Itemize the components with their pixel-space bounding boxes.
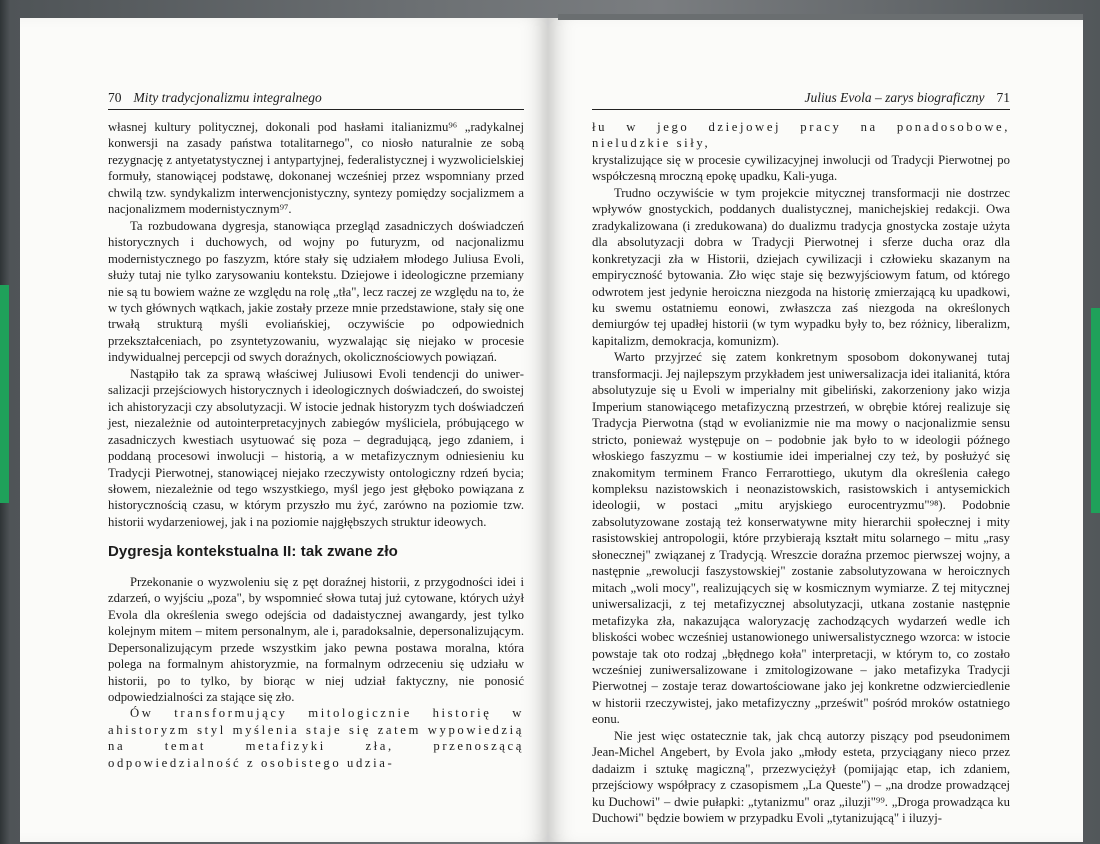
left-running-head xyxy=(108,86,524,110)
left-bookmark-strip xyxy=(0,285,9,503)
left-page xyxy=(20,18,548,842)
right-paragraph-3: Warto przyjrzeć się zatem konkretnym sposobom dokonywanej tutaj transformacji. Jej najlepszym przykładem jest uniwersalizacja idei italianitá, która absolutyzuje się u Evoli w imperialny mit gibeliński, zakorzeniony jako wizja Imperium stanowiącego metafizyczną przestrzeń, w obrębie której realizuje się Tradycja Pierwotna (stąd w evolianizmie nie ma mowy o nacjonalizmie sensu stricto, ponieważ występuje on – podobnie jak było to w ideologii późnego włoskiego faszyzmu – w kostiumie idei imperialnej czy też, by posłużyć się znakomitym terminem Franco Ferrarottiego, ukutym dla określenia całego kompleksu nazistowskich i neonazistowskich, rasistowskich i antysemickich ideologii, w postaci „mitu aryjskiego eurocentryzmu"⁹⁸). Podobnie zabsolutyzowane zostają też konserwatywne mity hierarchii społecznej i mity rasistowskiej antropologii, które przybierają kształt mitu solarnego – mitu „rasy słonecznej" związanej z Tradycją. Wreszcie doraźna przemoc pierwszej wojny, a następnie „rewolucji faszystowskiej" zostanie zabsolutyzowana w heroicznych mitach „woli mocy", realizujących się w kosmicznym wymiarze. Z tej mitycznej uniwersalizacji, z tej metafizycznej absolutyzacji, utkana zostanie następnie metafizyka zła, nakazująca waloryzację zachodzących wydarzeń wedle ich bliskości wobec wcześniej ustanowionego uniwersalistycznego wzorca: w istocie powstaje tak oto rodzaj „błędnego koła" interpretacji, w którym to, co zostało wcześniej zuniwersalizowane i zmitologizowane – jako metafizyka Tradycji Pierwotnej – zostaje teraz dowartościowane jako jej konkretne odzwierciedlenie w historii rzeczywistej, jako metafizyczny „prześwit" pośród mroków ostatniego eonu. xyxy=(592,350,1010,727)
right-paragraph-1: krystalizujące się w procesie cywilizacyjnej inwolucji od Tradycji Pierwotnej po współczesną mroczną epokę upadku, Kali-yuga. xyxy=(592,152,1010,184)
left-body-text xyxy=(108,119,524,771)
right-body-text xyxy=(592,119,1010,826)
right-paragraph-2: Trudno oczywiście w tym projekcie mitycznej transformacji nie dostrzec wpływów gnostyckich, poddanych dualistycznej, manichejskiej redakcji. Owa zradykalizowana (i zredukowana) do dualizmu tradycja gnostycka zostaje użyta dla absolutyzacji dobra w Tradycji Pierwotnej i sferze ducha oraz dla konkretyzacji zła w Historii, dziejach cywilizacji i człowieku skazanym na empiryczność bytowania. Zło więc staje się bezwyjściowym fatum, od którego odwrotem jest jedynie heroiczna niezgoda na historię zmierzającą ku upadkowi, ku swemu ostatniemu eonowi, zwłaszcza zaś niezgoda na określonych demiurgów tej upadłej historii (w tym wypadku były to, bez różnicy, liberalizm, kapitalizm, demokracja, komunizm). xyxy=(592,185,1010,348)
left-page-number: 70 xyxy=(108,90,122,105)
left-running-title: Mity tradycjonalizmu integralnego xyxy=(133,90,322,105)
right-running-head xyxy=(592,86,1010,110)
left-paragraph-1: własnej kultury politycznej, dokonali pod hasłami italianizmu⁹⁶ „radykalnej konwersji na zasady państwa totalitarnego", co niosło naturalnie ze sobą rezygnację z antyetatystycznej i antypartyjnej, federalistycznej i wyzwolicielskiej formuły, stanowiącej podstawę, dokonanej wcześniej przez wspomniany przed chwilą tzw. syndykalizm interwencjonistyczny, syntezy pomiędzy socjalizmem a nacjonalizmem modernistycznym⁹⁷. xyxy=(108,120,524,217)
left-paragraph-4: Przekonanie o wyzwoleniu się z pęt doraźnej historii, z przygodności idei i zdarzeń, o wyjściu „poza", by wspomnieć słowa tutaj już cytowane, których użył Evola dla określenia swego odejścia od dadaistycznej awangardy, jest tylko kolejnym mitem – mitem personalnym, ale i, paradoksalnie, depersonalizującym. Depersonalizującym przede wszystkim jako pewna postawa moralna, która polega na formalnym ahistoryzmie, na formalnym odrzeceniu się udziału w historii, po to tylko, by biorąc w niej udział faktyczny, nie ponosić odpowiedzialności za stające się zło. xyxy=(108,574,524,704)
left-paragraph-5-spaced: Ów transformujący mitologicznie historię w ahistoryzm styl myślenia staje się zatem wypowiedzią na temat metafizyki zła, przenoszącą odpowiedzialność z osobistego udzia- xyxy=(108,706,524,770)
right-bookmark-strip xyxy=(1091,308,1100,513)
left-paragraph-3: Nastąpiło tak za sprawą właściwej Juliusowi Evoli tendencji do uniwersalizacji przejściowych historycznych i ideologicznych doświadczeń, do swoistej ich ahistoryzacji czy absolutyzacji. W istocie jednak historyzm tych doświadczeń jest, niezależnie od autointerpretacyjnych zabiegów myśliciela, próbującego w zasadniczych kwestiach usytuować się poza – degradującą, jego zdaniem, i poddaną procesowi inwolucji – historią, a w metafizycznym odniesieniu ku Tradycji Pierwotnej, stanowiącej niejako rzeczywisty ontologiczny rdzeń bycia; słowem, niezależnie od tego wszystkiego, myśl jego jest głęboko powiązana z historycznością czasu, w którym przyszło mu żyć, zarówno na poziomie tzw. historii wydarzeniowej, jak i na poziomie najgłębszych struktur ideowych. xyxy=(108,366,524,529)
right-running-title: Julius Evola – zarys biograficzny xyxy=(804,90,985,105)
right-paragraph-4: Nie jest więc ostatecznie tak, jak chcą autorzy piszący pod pseudonimem Jean-Michel Angebert, by Evola jako „młody esteta, przyciągany nieco przez dadaizm i sztukę magiczną", przezwyciężył (pomijając etap, ich zdaniem, przejściowy współpracy z czasopismem „La Queste") – „na drodze prowadzącej ku Duchowi" – dwie pułapki: „tytanizmu" oraz „iluzji"⁹⁹. „Droga prowadząca ku Duchowi" będzie bowiem w przypadku Evoli „tytanizującą" i iluzyj- xyxy=(592,728,1010,826)
left-paragraph-2: Ta rozbudowana dygresja, stanowiąca przegląd zasadniczych doświadczeń historycznych i duchowych, od wojny po futuryzm, od nacjonalizmu modernistycznego po faszyzm, które stały się udziałem młodego Juliusa Evoli, służy tutaj nie tylko zarysowaniu kontekstu. Dziejowe i ideologiczne przemiany nie są tu bowiem ważne ze względu na rolę „tła", lecz raczej ze względu na to, że w tych głównych wątkach, jakie zostały przeze mnie przedstawione, stały się one trwałą strukturą myśli evoliańskiej, oczywiście po odpowiednich przekształceniach, po zsyntetyzowaniu, wyzwalając się niejako w procesie indywidualnej percepcji od swych doraźnych, okolicznościowych powiązań. xyxy=(108,218,524,365)
right-spaced-continuation: łu w jego dziejowej pracy na ponadosobowe, nieludzkie siły, xyxy=(592,120,1010,151)
right-page xyxy=(548,18,1083,842)
section-heading: Dygresja kontekstualna II: tak zwane zło xyxy=(108,543,398,561)
right-page-number: 71 xyxy=(996,90,1010,105)
